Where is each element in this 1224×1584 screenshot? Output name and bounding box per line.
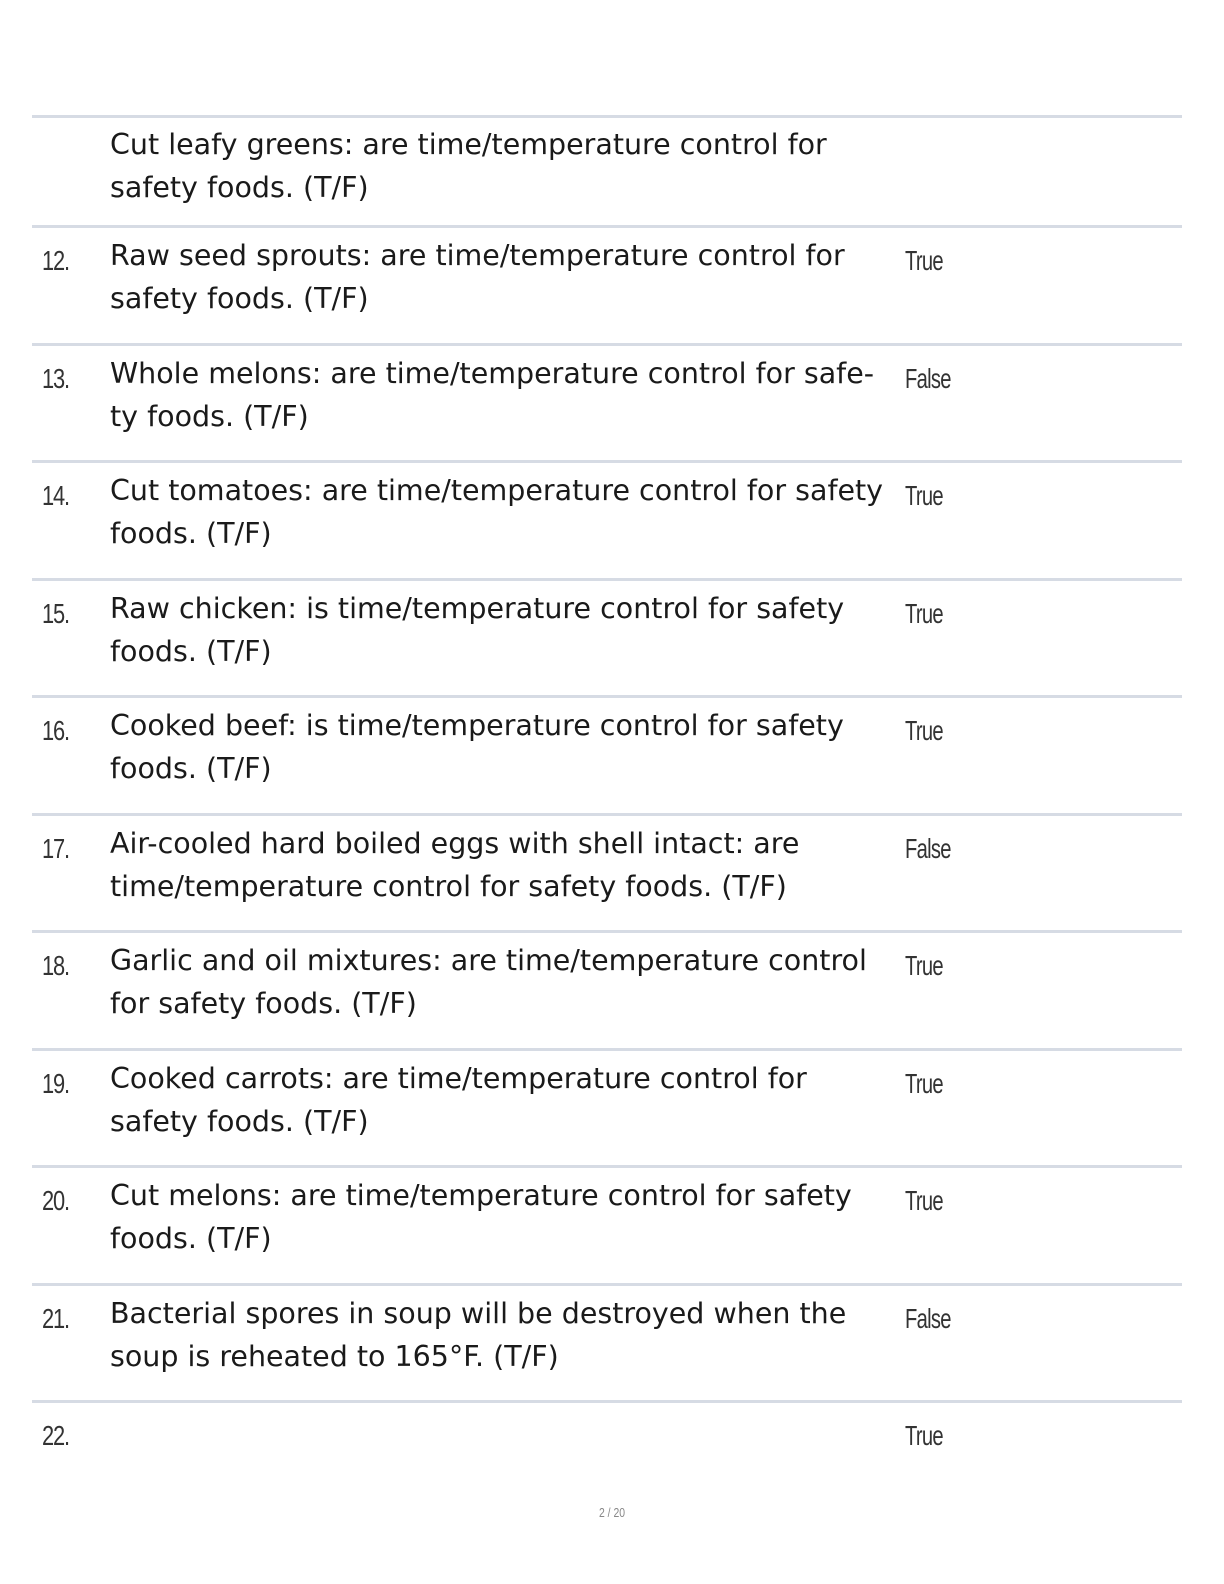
table-row	[32, 1403, 1182, 1518]
question-text: Raw seed sprouts: are time/temperature control for safety foods. (T/F)	[110, 239, 845, 315]
table-row	[32, 816, 1182, 931]
question-text: Cut tomatoes: are time/temperature control for safety foods. (T/F)	[110, 474, 884, 550]
table-row	[32, 698, 1182, 813]
answer-text: True	[905, 715, 943, 746]
answer-text: False	[905, 832, 951, 864]
table-row	[32, 346, 1182, 461]
question-number: 14.	[42, 480, 69, 511]
question-text: Whole melons: are time/temperature control for safe-ty foods. (T/F)	[110, 356, 875, 433]
question-text: Air-cooled hard boiled eggs with shell intact: are time/temperature control for safety foods. (T/F)	[110, 826, 800, 903]
table-row	[32, 1051, 1182, 1166]
answer-text: True	[905, 1067, 943, 1099]
answer-text: False	[905, 362, 951, 394]
answer-text: True	[905, 597, 943, 629]
table-row	[32, 581, 1182, 696]
table-row	[32, 118, 1182, 225]
table-row	[32, 463, 1182, 578]
question-text: Cut melons: are time/temperature control for safety foods. (T/F)	[110, 1179, 852, 1255]
question-text: Garlic and oil mixtures: are time/temperature control for safety foods. (T/F)	[110, 944, 867, 1020]
question-number: 18.	[42, 950, 69, 981]
answer-text: True	[905, 245, 943, 276]
table-row	[32, 1168, 1182, 1283]
table-row	[32, 228, 1182, 343]
question-number: 17.	[42, 832, 69, 864]
question-number: 22.	[42, 1420, 69, 1451]
question-text: Raw chicken: is time/temperature control for safety foods. (T/F)	[110, 591, 845, 668]
answer-text: True	[905, 950, 943, 981]
answer-text: True	[905, 1420, 943, 1451]
answer-text: True	[905, 480, 943, 511]
question-number: 19.	[42, 1067, 69, 1099]
answer-text: True	[905, 1185, 943, 1216]
question-text: Cooked beef: is time/temperature control for safety foods. (T/F)	[110, 709, 844, 785]
question-number: 21.	[42, 1302, 69, 1334]
question-number: 12.	[42, 245, 69, 276]
question-number: 20.	[42, 1185, 69, 1216]
question-table	[32, 115, 1182, 1518]
question-text: Cut leafy greens: are time/temperature control for safety foods. (T/F)	[110, 128, 827, 204]
table-row	[32, 933, 1182, 1048]
answer-text: False	[905, 1302, 951, 1334]
question-text: Cooked carrots: are time/temperature control for safety foods. (T/F)	[110, 1061, 807, 1138]
question-number: 13.	[42, 362, 69, 394]
question-number: 15.	[42, 597, 69, 629]
page-indicator: 2 / 20	[598, 1505, 626, 1520]
question-text: Bacterial spores in soup will be destroyed when the soup is reheated to 165°F. (T/F)	[110, 1296, 847, 1373]
question-number: 16.	[42, 715, 69, 746]
table-row	[32, 1286, 1182, 1401]
